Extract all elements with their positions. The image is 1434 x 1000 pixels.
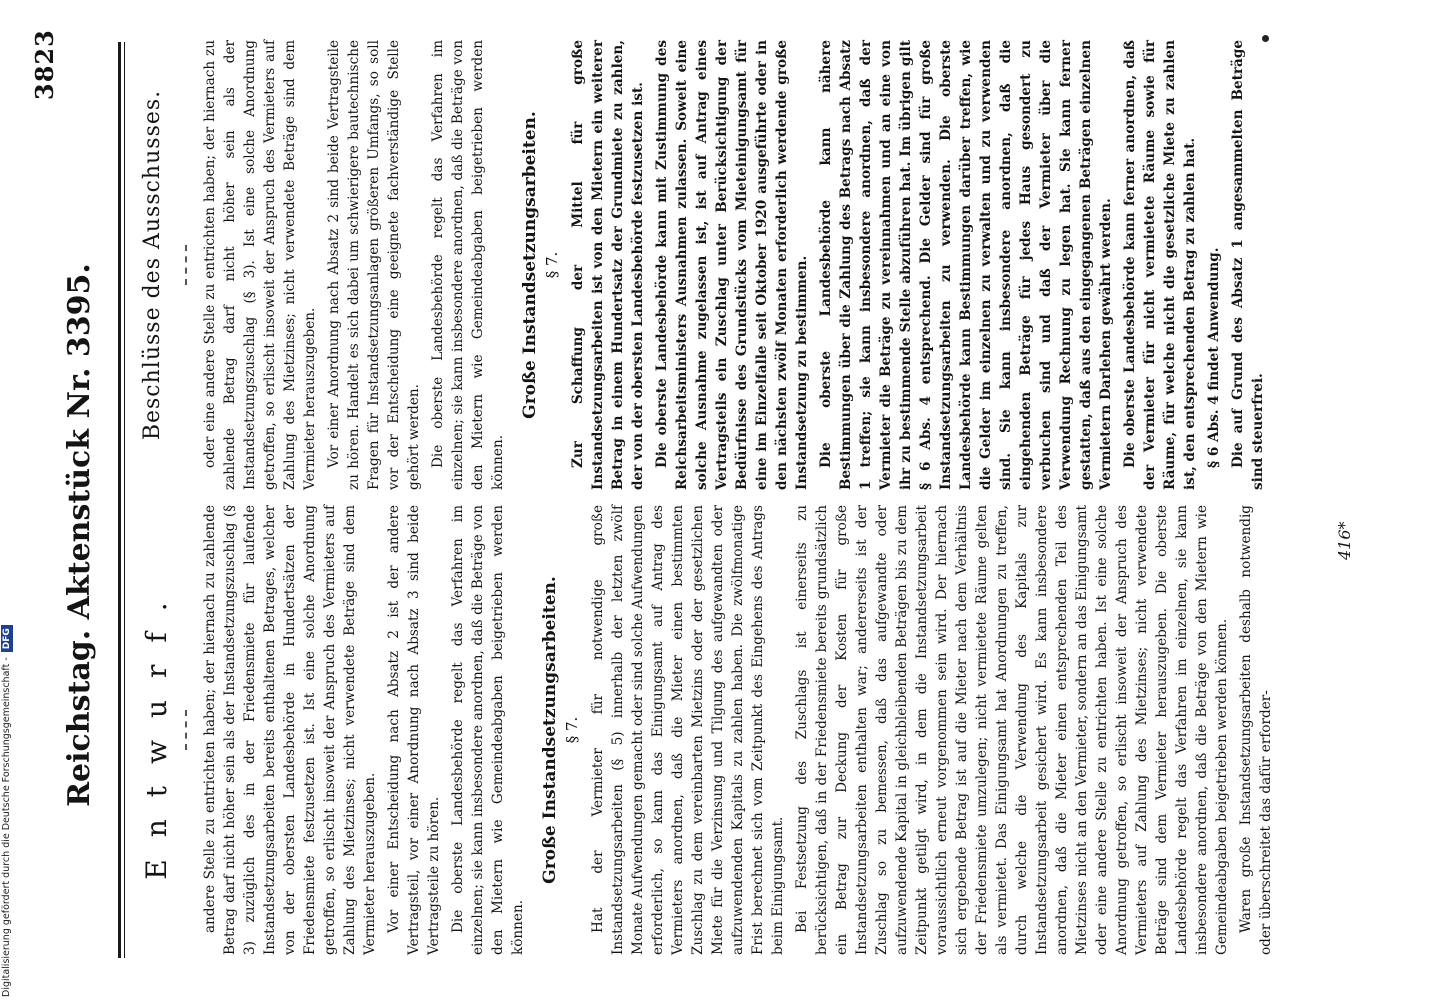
committee-paragraph: Die oberste Landesbehörde regelt das Verfahren im einzelnen; sie kann insbesondere anordnen, daß die Beträge von den Mietern wie Gemeindeabgaben beigetrieben werden können. [430,40,506,490]
digitization-credit-text: Digitalisierung gefördert durch die Deutsche Forschungsgemeinschaft - [1,654,12,997]
committee-column-heading: Beschlüsse des Ausschusses. [140,89,165,441]
committee-section-paragraph: Die oberste Landesbehörde kann ferner anordnen, daß der Vermieter für nicht vermietete Räume sowie für Räume, für welche nicht die gesetzliche Miete zu zahlen ist, den entsprechenden Betrag zu zahlen hat. [1122,40,1198,490]
digitization-credit [0,0,14,1000]
header-rule-thin [124,42,125,958]
margin-bullet-mark [1262,35,1269,42]
committee-section-number: § 7. [543,251,561,279]
draft-section-paragraph: Hat der Vermieter für notwendige große Instandsetzungsarbeiten (§ 5) innerhalb der letzten zwölf Monate Aufwendungen gemacht oder sind solche Aufwendungen erforderlich, so kann das Einigungsamt auf Antrag des Vermieters anordnen, daß die Mieter einen bestimmten Zuschlag zu dem vereinbarten Mietzins oder der gesetzlichen Miete für die Verzinsung und Tilgung des aufgewandten oder aufzuwendenden Kapitals zu zahlen haben. Die zwölfmonatige Frist berechnet sich vom Zeitpunkt des Eingehens des Antrags beim Einigungsamt. [590,505,786,955]
committee-paragraph: oder eine andere Stelle zu entrichten haben; der hiernach zu zahlende Betrag darf nicht höher sein als der Instandsetzungszuschlag (§ 3). Ist eine solche Anordnung getroffen, so erlischt insoweit der Anspruch des Vermieters auf Zahlung des Mietzinses; nicht verwendete Beträge sind dem Vermieter herauszugeben. [202,40,318,490]
draft-section-paragraph: Bei Festsetzung des Zuschlags ist einerseits zu berücksichtigen, daß in der Friedensmiete bereits grundsätzlich ein Betrag zur Deckung der Kosten für große Instandsetzungsarbeiten enthalten war; andererseits ist der Zuschlag so zu bemessen, daß das aufgewandte oder aufzuwendende Kapital in gleichbleibenden Beträgen bis zu dem Zeitpunkt getilgt wird, in dem die Instandsetzungsarbeit voraussichtlich erneut vorgenommen sein wird. Der hiernach sich ergebende Betrag ist auf die Mieter nach dem Verhältnis der Friedensmiete umzulegen; nicht vermietete Räume gelten als vermietet. Das Einigungsamt hat Anordnungen zu treffen, durch welche die Verwendung des Kapitals zur Instandsetzungsarbeit gesichert wird. Es kann insbesondere anordnen, daß die Mieter einen entsprechenden Teil des Mietzinses nicht an den Vermieter, sondern an das Einigungsamt oder eine andere Stelle zu entrichten haben. Ist eine solche Anordnung getroffen, so erlischt insoweit der Anspruch des Vermieters auf Zahlung des Mietzinses; nicht verwendete Beträge sind dem Vermieter herauszugeben. Die oberste Landesbehörde regelt das Verfahren im einzelnen, sie kann insbesondere anordnen, daß die Beträge von den Mietern wie Gemeindeabgaben beigetrieben werden können. [794,505,1230,955]
committee-paragraph: Vor einer Anordnung nach Absatz 2 sind beide Vertragsteile zu hören. Handelt es sich dabei um schwierigere bautechnische Fragen für Instandsetzungsanlagen größeren Umfangs, so soll vor der Entscheidung eine geeignete fachverständige Stelle gehört werden. [326,40,422,490]
draft-section-number: § 7. [563,716,581,744]
committee-section-paragraph: Zur Schaffung der Mittel für große Instandsetzungsarbeiten ist von den Mietern ein weiterer Betrag in einem Hundertsatz der Grundmiete zu zahlen, der von der obersten Landesbehörde festzusetzen ist. [570,40,646,490]
page-number: 3823 [30,29,59,100]
heading-divider-left [185,710,187,750]
committee-section-paragraph: Die auf Grund des Absatz 1 angesammelten Beträge sind steuerfrei. [1230,40,1266,490]
committee-section-paragraph: § 6 Abs. 4 findet Anwendung. [1206,247,1222,468]
draft-section-heading: Große Instandsetzungsarbeiten. [540,576,560,884]
draft-column [200,505,1274,955]
committee-section-paragraph: Die oberste Landesbehörde kann mit Zustimmung des Reichsarbeitsministers Ausnahmen zulassen. Soweit eine solche Ausnahme zugelassen ist, ist auf Antrag eines Vertragsteils ein Zuschlag unter Berücksichtigung der Bedürfnisse des Grundstücks vom Mieteinigungsamt für eine im Einzelfalle seit Oktober 1920 ausgeführte oder in den nächsten zwölf Monaten erforderlich werdende große Instandsetzung zu bestimmen. [654,40,810,490]
draft-paragraph: andere Stelle zu entrichten haben; der hiernach zu zahlende Betrag darf nicht höher sein als der Instandsetzungszuschlag (§ 3) zuzüglich des in der Friedensmiete für laufende Instandsetzungsarbeiten bereits enthaltenen Betrages, welcher von der obersten Landesbehörde in Hundertsätzen der Friedensmiete festzusetzen ist. Ist eine solche Anordnung getroffen, so erlischt insoweit der Anspruch des Vermieters auf Zahlung des Mietzinses; nicht verwendete Beträge sind dem Vermieter herauszugeben. [202,505,378,955]
committee-section-heading: Große Instandsetzungsarbeiten. [520,111,540,419]
draft-paragraph: Vor einer Entscheidung nach Absatz 2 ist der andere Vertragsteil, vor einer Anordnung nach Absatz 3 sind beide Vertragsteile zu hören. [386,505,442,955]
signature-number: 416* [1335,521,1354,560]
draft-section-paragraph: Waren große Instandsetzungsarbeiten deshalb notwendig oder überschreitet das dafür erforder- [1238,505,1274,955]
draft-paragraph: Die oberste Landesbehörde regelt das Verfahren im einzelnen; sie kann insbesondere anordnen, daß die Beträge von den Mietern wie Gemeindeabgaben beigetrieben werden können. [450,505,526,955]
masthead-title: Reichstag. Aktenstück Nr. 3395. [62,263,97,807]
draft-column-heading: Entwurf. [140,580,173,880]
dfg-logo: DFG [1,625,13,652]
header-rule-thick [118,42,121,958]
heading-divider-right [185,245,187,285]
committee-column [200,40,1266,490]
committee-section-paragraph: Die oberste Landesbehörde kann nähere Bestimmungen über die Zahlung des Betrags nach Absatz 1 treffen; sie kann insbesondere anordnen, daß der Vermieter die Beträge zu vereinnahmen und an eine von ihr zu bestimmende Stelle abzuführen hat. Im übrigen gilt § 6 Abs. 4 entsprechend. Die Gelder sind für große Instandsetzungsarbeiten zu verwenden. Die oberste Landesbehörde kann Bestimmungen darüber treffen, wie die Gelder im einzelnen zu verwalten und zu verwenden sind. Sie kann insbesondere anordnen, daß die eingehenden Beträge für jedes Haus gesondert zu verbuchen sind und daß der Vermieter über die Verwendung Rechnung zu legen hat. Sie kann ferner gestatten, daß aus den eingegangenen Beträgen einzelnen Vermietern Darlehen gewährt werden. [818,40,1114,490]
